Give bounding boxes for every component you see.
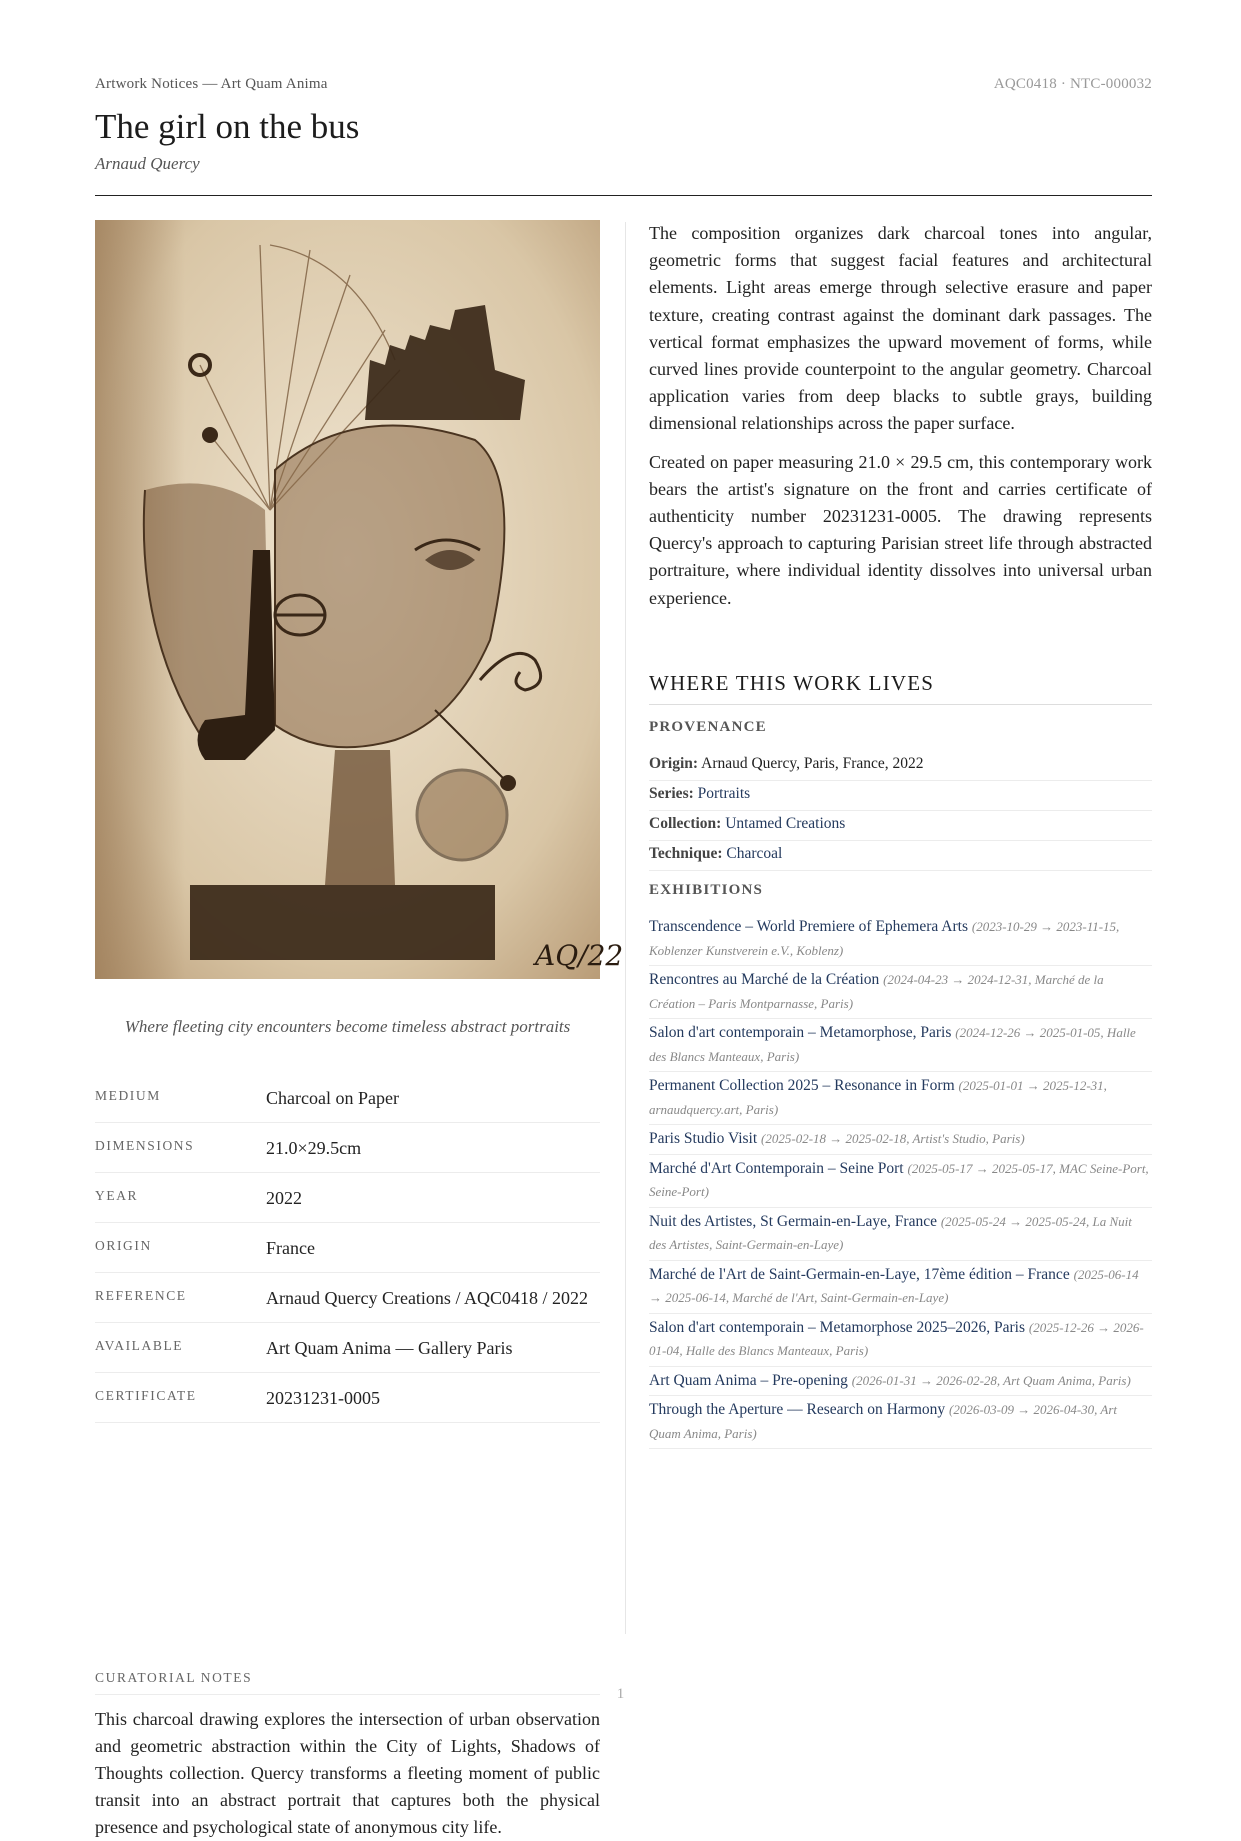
exhibition-meta: (2024-12-26 → 2025-01-05, Halle des Blancs Manteaux, Paris) [649,1025,1136,1064]
exhibition-meta: (2025-01-01 → 2025-12-31, arnaudquercy.art, Paris) [649,1078,1107,1117]
list-item [649,1019,1152,1072]
list-item [649,1208,1152,1261]
description-paragraph: Created on paper measuring 21.0 × 29.5 cm, this contemporary work bears the artist's signature on the front and carries certificate of authenticity number 20231231-0005. The drawing represents Quercy's approach to capturing Parisian street life through abstracted portraiture, where individual identity dissolves into universal urban experience. [649,451,1152,608]
exhibition-meta: (2026-03-09 → 2026-04-30, Art Quam Anima, Paris) [649,1402,1118,1441]
spec-row-dimensions [95,1123,600,1173]
provenance-list [649,751,1152,871]
provenance-value: Arnaud Quercy, Paris, France, 2022 [701,755,924,772]
exhibition-meta: (2026-01-31 → 2026-02-28, Art Quam Anima, Paris) [851,1372,1131,1388]
list-item [649,1314,1152,1367]
exhibition-link[interactable]: Marché d'Art Contemporain – Seine Port [649,1159,904,1177]
spec-value: 21.0×29.5cm [266,1138,362,1158]
curatorial-notes-text: This charcoal drawing explores the intersection of urban observation and geometric abstraction within the City of Lights, Shadows of Thoughts collection. Quercy transforms a fleeting moment of public transit into an abstract portrait that captures both the physical presence and psychological state of anonymous city life. [95,1709,600,1837]
artwork-caption: Where fleeting city encounters become timeless abstract portraits [124,1017,571,1036]
spec-row-certificate [95,1373,600,1423]
exhibition-link[interactable]: Art Quam Anima – Pre-opening [649,1371,848,1389]
artist-signature: AQ/22 [535,939,624,972]
header-bar [95,76,1152,98]
provenance-key: Origin: [649,755,699,772]
provenance-origin [649,751,1152,781]
technique-link[interactable]: Charcoal [726,845,783,862]
exhibition-link[interactable]: Rencontres au Marché de la Création [649,971,880,988]
list-item [649,1072,1152,1125]
spec-label: ORIGIN [95,1238,152,1253]
exhibition-link[interactable]: Marché de l'Art de Saint-Germain-en-Laye, 17ème édition – France [649,1265,1070,1283]
right-column [649,220,1152,1441]
spec-label: REFERENCE [95,1288,187,1303]
header-rule [95,195,1152,196]
list-item [649,1125,1152,1155]
spec-value: Arnaud Quercy Creations / AQC0418 / 2022 [266,1288,588,1308]
exhibition-link[interactable]: Paris Studio Visit [649,1130,758,1147]
collection-link[interactable]: Untamed Creations [725,815,846,832]
spec-value: 2022 [266,1188,302,1208]
provenance-key: Series: [649,785,694,802]
artist-name: Arnaud Quercy [95,154,200,173]
list-item [649,1367,1152,1397]
provenance-technique [649,841,1152,871]
page-number: 1 [616,1686,625,1702]
spec-label: DIMENSIONS [95,1138,195,1153]
page-title: The girl on the bus [95,107,360,146]
spec-label: AVAILABLE [95,1338,184,1353]
exhibition-meta: (2024-04-23 → 2024-12-31, Marché de la Création – Paris Montparnasse, Paris) [649,972,1104,1011]
list-item [649,1155,1152,1208]
exhibition-link[interactable]: Transcendence – World Premiere of Ephemera Arts [649,918,968,935]
description-paragraph: The composition organizes dark charcoal tones into angular, geometric forms that suggest facial features and architectural elements. Light areas emerge through selective erasure and paper texture, creating contrast against the dominant dark passages. The vertical format emphasizes the upward movement of forms, while curved lines provide counterpoint to the angular geometry. Charcoal application varies from deep blacks to subtle grays, building dimensional relationships across the paper surface. [649,223,1152,434]
spec-label: CERTIFICATE [95,1388,197,1403]
exhibition-meta: (2025-06-14 → 2025-06-14, Marché de l'Art, Saint-Germain-en-Laye) [649,1266,1139,1305]
provenance-heading: PROVENANCE [649,719,767,735]
series-link[interactable]: Portraits [697,785,751,802]
publication-name: Artwork Notices — Art Quam Anima [95,76,328,92]
exhibition-meta: (2023-10-29 → 2023-11-15, Koblenzer Kunstverein e.V., Koblenz) [649,919,1120,958]
exhibition-link[interactable]: Permanent Collection 2025 – Resonance in Form [649,1077,955,1094]
exhibition-meta: (2025-05-24 → 2025-05-24, La Nuit des Artistes, Saint-Germain-en-Laye) [649,1213,1132,1252]
artwork-image [95,220,624,979]
spec-value: 20231231-0005 [266,1388,380,1408]
spec-value: Art Quam Anima — Gallery Paris [266,1338,513,1358]
provenance-collection [649,811,1152,841]
spec-row-origin [95,1223,600,1273]
spec-row-available [95,1323,600,1373]
exhibition-meta: (2025-05-17 → 2025-05-17, MAC Seine-Port, Seine-Port) [649,1160,1149,1199]
reference-code: AQC0418 · NTC-000032 [993,76,1152,92]
spec-value: France [266,1238,315,1258]
spec-row-reference [95,1273,600,1323]
list-item [649,966,1152,1019]
curatorial-notes-label: CURATORIAL NOTES [95,1670,600,1695]
provenance-key: Technique: [649,845,723,862]
list-item [649,1261,1152,1314]
exhibition-meta: (2025-02-18 → 2025-02-18, Artist's Studio, Paris) [761,1131,1025,1146]
spec-row-medium [95,1073,600,1123]
spec-row-year [95,1173,600,1223]
exhibitions-list [649,913,1152,1449]
exhibition-meta: (2025-12-26 → 2026-01-04, Halle des Blancs Manteaux, Paris) [649,1319,1144,1358]
exhibitions-heading: EXHIBITIONS [649,882,764,898]
exhibition-link[interactable]: Salon d'art contemporain – Metamorphose 2025–2026, Paris [649,1318,1026,1336]
exhibition-link[interactable]: Nuit des Artistes, St Germain-en-Laye, France [649,1212,937,1230]
spec-value: Charcoal on Paper [266,1088,399,1108]
list-item [649,913,1152,966]
exhibition-link[interactable]: Through the Aperture — Research on Harmony [649,1401,946,1418]
spec-label: MEDIUM [95,1088,161,1103]
column-divider [625,222,626,1634]
where-section-title: WHERE THIS WORK LIVES [649,671,1152,705]
list-item [649,1396,1152,1449]
specs-table [95,1073,600,1423]
spec-label: YEAR [95,1188,139,1203]
exhibition-link[interactable]: Salon d'art contemporain – Metamorphose, Paris [649,1024,952,1041]
provenance-key: Collection: [649,815,722,832]
provenance-series [649,781,1152,811]
